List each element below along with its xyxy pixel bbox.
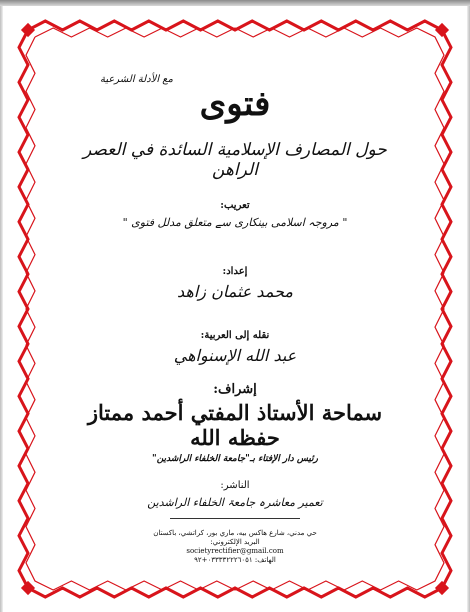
evidence-note: مع الأدلة الشرعية — [100, 74, 173, 85]
translation-label: نقله إلى العربية: — [200, 330, 270, 341]
preparer-name: محمد عثمان زاهد — [177, 282, 293, 301]
border-corner-ornament — [21, 23, 35, 37]
publisher-name: تعمیر معاشرہ جامعۃ الخلفاء الراشدین — [147, 496, 323, 509]
border-corner-ornament — [435, 581, 449, 595]
publisher-divider — [170, 518, 300, 519]
address-line: حي مدني، شارع هاكس بيه، ماري بور، كراتشي، باكستان — [153, 529, 317, 537]
subtitle: حول المصارف الإسلامية السائدة في العصر الراهن — [83, 140, 387, 180]
arabization-label: تعريب: — [220, 200, 250, 211]
phone-number: ٠٣٣٣٣٢٢٢٦٠٥١+٩٢ — [194, 556, 253, 564]
phone-line — [60, 556, 410, 565]
preparation-label: إعداد: — [222, 266, 248, 277]
main-title: فتوى — [199, 84, 271, 124]
supervisor-title: رئيس دار الإفتاء بـ"جامعة الخلفاء الراشدين" — [152, 454, 318, 464]
title-page-content — [60, 70, 410, 570]
publisher-label: الناشر: — [220, 480, 250, 491]
phone-label: الهاتف: — [254, 556, 276, 564]
arabized-work-title: " مروجہ اسلامی بینکاری سے متعلق مدلل فتوی " — [122, 216, 348, 229]
email-line — [60, 538, 410, 547]
translator-name: عبد الله الإسنواهي — [173, 346, 297, 365]
border-corner-ornament — [21, 581, 35, 595]
supervision-label: إشراف: — [213, 382, 257, 397]
email-label: البريد الإلكتروني: — [210, 538, 260, 546]
email-address: societyrectifier@gmail.com — [186, 547, 284, 555]
supervisor-name: سماحة الأستاذ المفتي أحمد ممتاز حفظه الله — [87, 400, 383, 450]
border-corner-ornament — [435, 23, 449, 37]
